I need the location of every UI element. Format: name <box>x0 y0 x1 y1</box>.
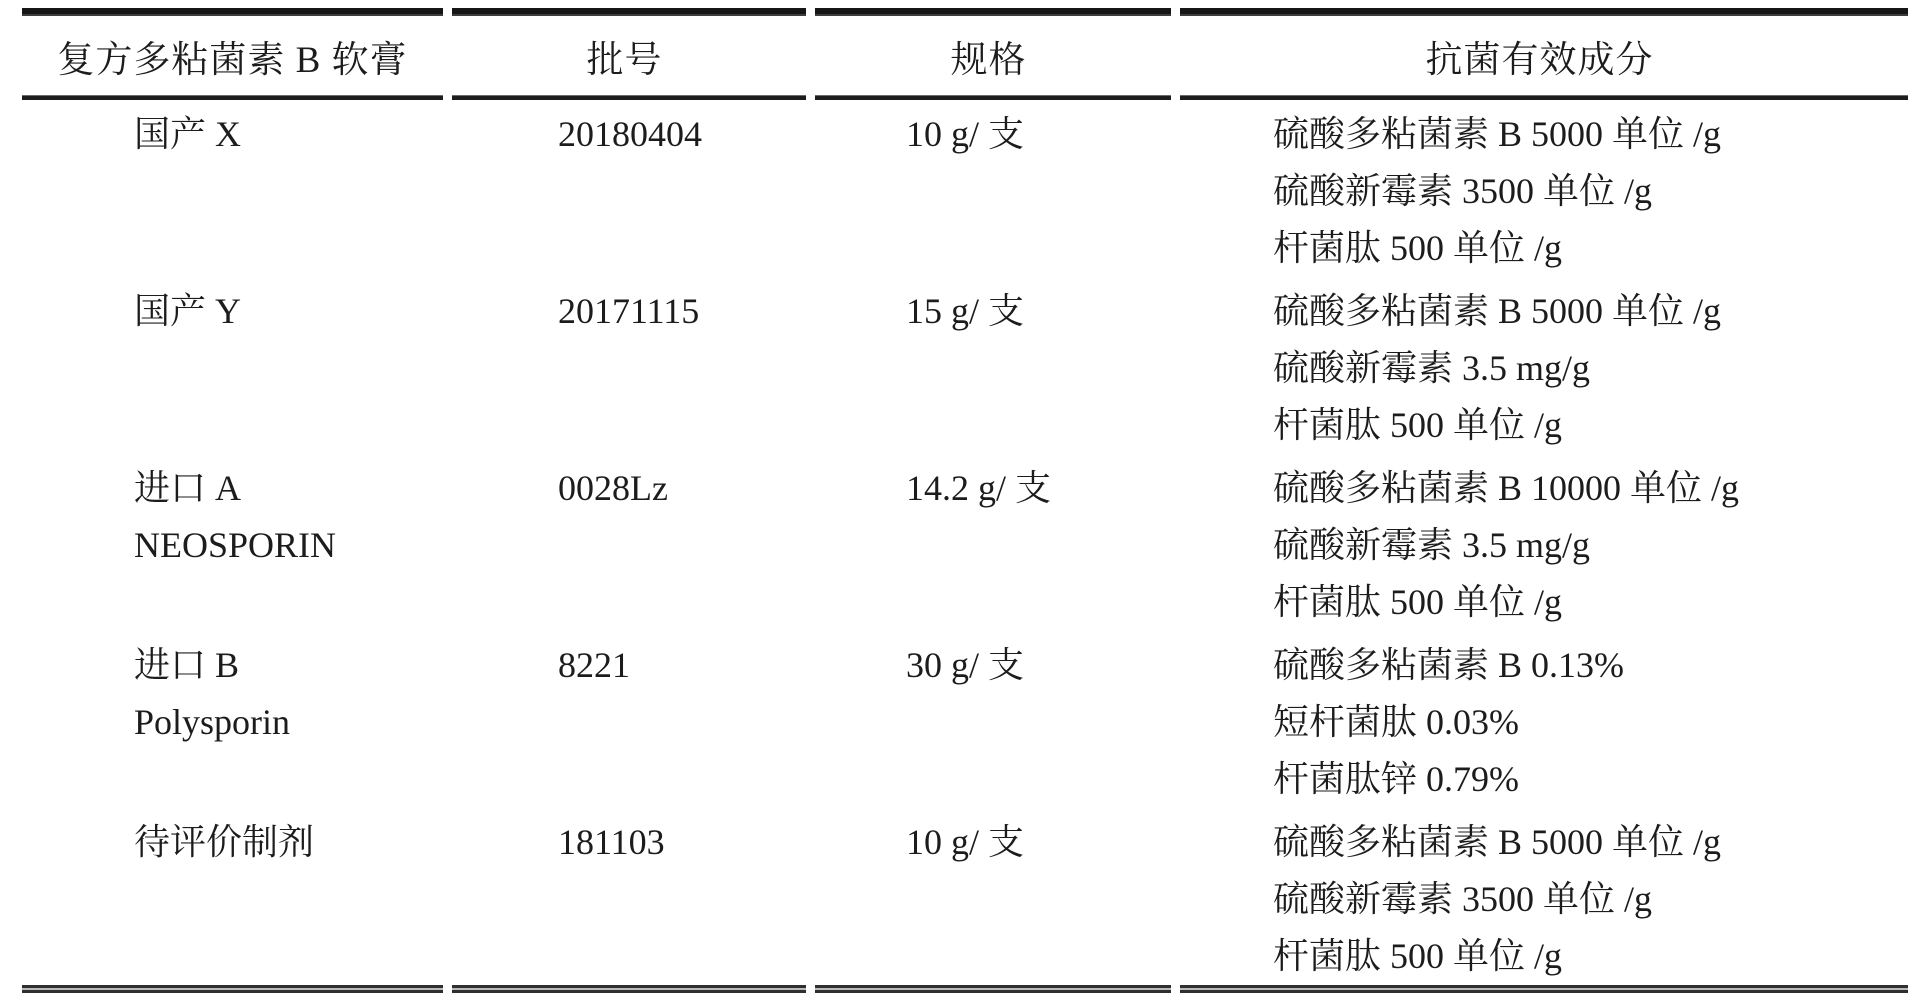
ingredient-line: 硫酸多粘菌素 B 5000 单位 /g <box>1272 822 1721 862</box>
batch-cell <box>443 637 806 808</box>
ingredients-cell <box>1171 106 1908 277</box>
product-brand: Polysporin <box>134 702 291 742</box>
table-row <box>22 277 1908 454</box>
ingredient-line: 杆菌肽 500 单位 /g <box>1272 582 1562 622</box>
spec-cell <box>806 637 1171 808</box>
product-cell <box>22 637 443 808</box>
table-row <box>22 454 1908 631</box>
ingredient-line: 硫酸新霉素 3.5 mg/g <box>1272 525 1590 565</box>
spec-cell <box>806 460 1171 631</box>
table-rule-bottom <box>22 985 1908 993</box>
product-cell <box>22 283 443 454</box>
batch-cell <box>443 106 806 277</box>
table-rule-top <box>22 8 1908 16</box>
product-cell <box>22 106 443 277</box>
batch-number: 20171115 <box>557 291 700 331</box>
ingredient-line: 硫酸多粘菌素 B 5000 单位 /g <box>1272 114 1721 154</box>
spec-cell <box>806 106 1171 277</box>
rule-gap <box>806 95 815 100</box>
table-header-row <box>22 16 1908 95</box>
spec-value: 30 g/ 支 <box>906 645 1025 685</box>
batch-number: 181103 <box>557 822 665 862</box>
batch-number: 20180404 <box>557 114 702 154</box>
product-brand: NEOSPORIN <box>134 525 337 565</box>
ingredients-cell <box>1171 283 1908 454</box>
ingredient-line: 杆菌肽 500 单位 /g <box>1272 228 1562 268</box>
spec-value: 14.2 g/ 支 <box>906 468 1052 508</box>
table-rule-header-separator <box>22 95 1908 100</box>
product-name: 进口 B <box>134 645 240 685</box>
ingredient-line: 硫酸新霉素 3.5 mg/g <box>1272 348 1590 388</box>
table-row <box>22 808 1908 985</box>
batch-cell <box>443 814 806 985</box>
rule-gap <box>1171 985 1180 993</box>
rule-gap <box>443 985 452 993</box>
rule-gap <box>1171 95 1180 100</box>
spec-cell <box>806 814 1171 985</box>
ingredients-cell <box>1171 460 1908 631</box>
product-name: 国产 Y <box>134 291 241 331</box>
product-name: 进口 A <box>134 468 241 508</box>
ingredient-line: 硫酸多粘菌素 B 0.13% <box>1272 645 1624 685</box>
ingredient-line: 杆菌肽锌 0.79% <box>1272 759 1519 799</box>
ingredients-cell <box>1171 637 1908 808</box>
spec-cell <box>806 283 1171 454</box>
product-cell <box>22 460 443 631</box>
ointment-comparison-table <box>22 8 1908 993</box>
product-name: 国产 X <box>134 114 241 154</box>
ingredient-line: 硫酸多粘菌素 B 5000 单位 /g <box>1272 291 1721 331</box>
rule-gap <box>806 985 815 993</box>
product-cell <box>22 814 443 985</box>
batch-cell <box>443 283 806 454</box>
column-header-product: 复方多粘菌素 B 软膏 <box>57 39 408 81</box>
batch-number: 8221 <box>557 645 630 685</box>
ingredient-line: 短杆菌肽 0.03% <box>1272 702 1519 742</box>
product-name: 待评价制剂 <box>134 822 315 862</box>
column-header-ingredients: 抗菌有效成分 <box>1425 39 1654 81</box>
ingredient-line: 硫酸多粘菌素 B 10000 单位 /g <box>1272 468 1739 508</box>
spec-value: 10 g/ 支 <box>906 822 1025 862</box>
spec-value: 10 g/ 支 <box>906 114 1025 154</box>
rule-gap <box>443 8 452 16</box>
batch-cell <box>443 460 806 631</box>
table-row <box>22 631 1908 808</box>
rule-gap <box>443 95 452 100</box>
ingredient-line: 杆菌肽 500 单位 /g <box>1272 405 1562 445</box>
ingredient-line: 硫酸新霉素 3500 单位 /g <box>1272 879 1652 919</box>
table-row <box>22 100 1908 277</box>
ingredients-cell <box>1171 814 1908 985</box>
rule-gap <box>806 8 815 16</box>
column-header-batch: 批号 <box>586 39 663 81</box>
rule-gap <box>1171 8 1180 16</box>
ingredient-line: 硫酸新霉素 3500 单位 /g <box>1272 171 1652 211</box>
ingredient-line: 杆菌肽 500 单位 /g <box>1272 936 1562 976</box>
column-header-spec: 规格 <box>950 39 1027 81</box>
batch-number: 0028Lz <box>557 468 668 508</box>
spec-value: 15 g/ 支 <box>906 291 1025 331</box>
